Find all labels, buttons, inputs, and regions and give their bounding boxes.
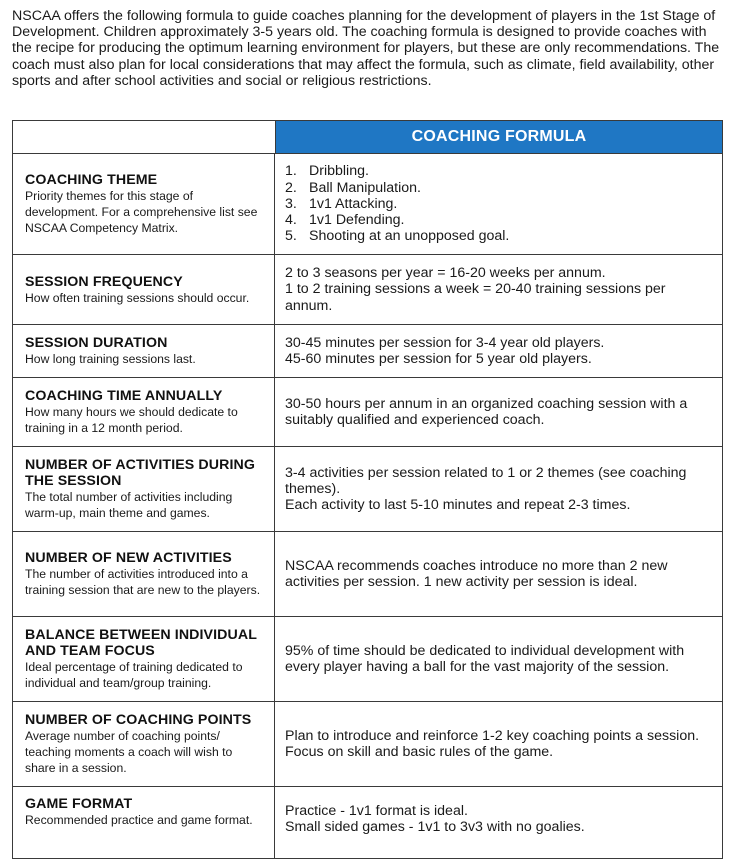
row-label: GAME FORMAT	[25, 796, 133, 812]
table-row-coaching-time	[13, 377, 722, 446]
row-content: Plan to introduce and reinforce 1-2 key coaching points a session. Focus on skill and basic rules of the game.	[285, 727, 700, 760]
row-label: COACHING THEME	[25, 172, 158, 188]
row-label-cell	[13, 325, 275, 377]
row-content-cell	[275, 378, 722, 446]
row-content: 30-50 hours per annum in an organized coaching session with a suitably qualified and experienced coach.	[285, 395, 688, 428]
row-description: How long training sessions last.	[25, 352, 196, 366]
table-header	[13, 121, 722, 153]
row-description: Recommended practice and game format.	[25, 813, 253, 827]
row-label-cell	[13, 702, 275, 786]
table-row-session-duration	[13, 324, 722, 377]
row-label-cell	[13, 617, 275, 701]
table-row-coaching-points	[13, 701, 722, 786]
table-row-activities-during-session	[13, 446, 722, 531]
table-row-coaching-theme	[13, 153, 722, 254]
row-label: NUMBER OF COACHING POINTS	[25, 712, 252, 728]
row-label-cell	[13, 787, 275, 858]
row-content: NSCAA recommends coaches introduce no more than 2 new activities per session. 1 new activity per session is ideal.	[285, 557, 668, 590]
row-content-cell	[275, 154, 722, 254]
row-content-cell	[275, 447, 722, 531]
row-content-cell	[275, 617, 722, 701]
row-content-cell	[275, 255, 722, 324]
row-description: Priority themes for this stage of development. For a comprehensive list see NSCAA Competency Matrix.	[25, 189, 258, 235]
row-label: BALANCE BETWEEN INDIVIDUAL AND TEAM FOCUS	[25, 627, 257, 659]
coaching-formula-table	[12, 120, 723, 859]
table-row-game-format	[13, 786, 722, 858]
table-row-individual-team-balance	[13, 616, 722, 701]
row-label: NUMBER OF NEW ACTIVITIES	[25, 550, 232, 566]
row-label-cell	[13, 378, 275, 446]
row-description: Average number of coaching points/ teaching moments a coach will wish to share in a session.	[25, 729, 233, 775]
row-label-cell	[13, 154, 275, 254]
row-label: NUMBER OF ACTIVITIES DURING THE SESSION	[25, 457, 255, 489]
list-item: 3. 1v1 Attacking.	[285, 195, 398, 212]
row-content-cell	[275, 787, 722, 858]
row-label: COACHING TIME ANNUALLY	[25, 388, 223, 404]
row-content: 95% of time should be dedicated to individual development with every player having a ball for the vast majority of the session.	[285, 642, 685, 675]
row-label: SESSION FREQUENCY	[25, 273, 183, 290]
list-item: 4. 1v1 Defending.	[285, 212, 405, 229]
header-blank-cell	[13, 121, 276, 153]
intro-paragraph: NSCAA offers the following formula to guide coaches planning for the development of players in the 1st Stage of Development. Children approximately 3-5 years old. The coaching formula is designed to provide coaches with the recipe for producing the optimum learning environment for players, but these are only recommendations. The coach must also plan for local considerations that may affect the formula, such as climate, field availability, other sports and after school activities and social or religious restrictions.	[12, 8, 720, 89]
row-description: How many hours we should dedicate to training in a 12 month period.	[25, 405, 238, 435]
row-description: The total number of activities including warm-up, main theme and games.	[25, 490, 233, 520]
row-label-cell	[13, 447, 275, 531]
row-content-cell	[275, 325, 722, 377]
row-content-cell	[275, 702, 722, 786]
table-row-new-activities	[13, 531, 722, 616]
row-content: 2 to 3 seasons per year = 16-20 weeks per annum. 1 to 2 training sessions a week = 20-40 training sessions per annum.	[285, 265, 666, 314]
row-label-cell	[13, 255, 275, 324]
row-content: Practice - 1v1 format is ideal. Small sided games - 1v1 to 3v3 with no goalies.	[285, 803, 585, 836]
row-label: SESSION DURATION	[25, 335, 168, 351]
list-item: 5. Shooting at an unopposed goal.	[285, 228, 510, 245]
table-row-session-frequency	[13, 254, 722, 324]
list-item: 2. Ball Manipulation.	[285, 179, 421, 196]
table-title: COACHING FORMULA	[411, 128, 587, 145]
row-content: 3-4 activities per session related to 1 or 2 themes (see coaching themes). Each activity to last 5-10 minutes and repeat 2-3 times.	[285, 464, 687, 514]
row-description: The number of activities introduced into a training session that are new to the players.	[25, 567, 261, 597]
row-label-cell	[13, 532, 275, 616]
list-item: 1. Dribbling.	[285, 163, 369, 180]
row-description: How often training sessions should occur.	[25, 290, 250, 305]
row-description: Ideal percentage of training dedicated to individual and team/group training.	[25, 660, 243, 690]
row-content: 30-45 minutes per session for 3-4 year old players. 45-60 minutes per session for 5 year old players.	[285, 334, 605, 367]
row-content-cell	[275, 532, 722, 616]
theme-list	[285, 163, 712, 244]
